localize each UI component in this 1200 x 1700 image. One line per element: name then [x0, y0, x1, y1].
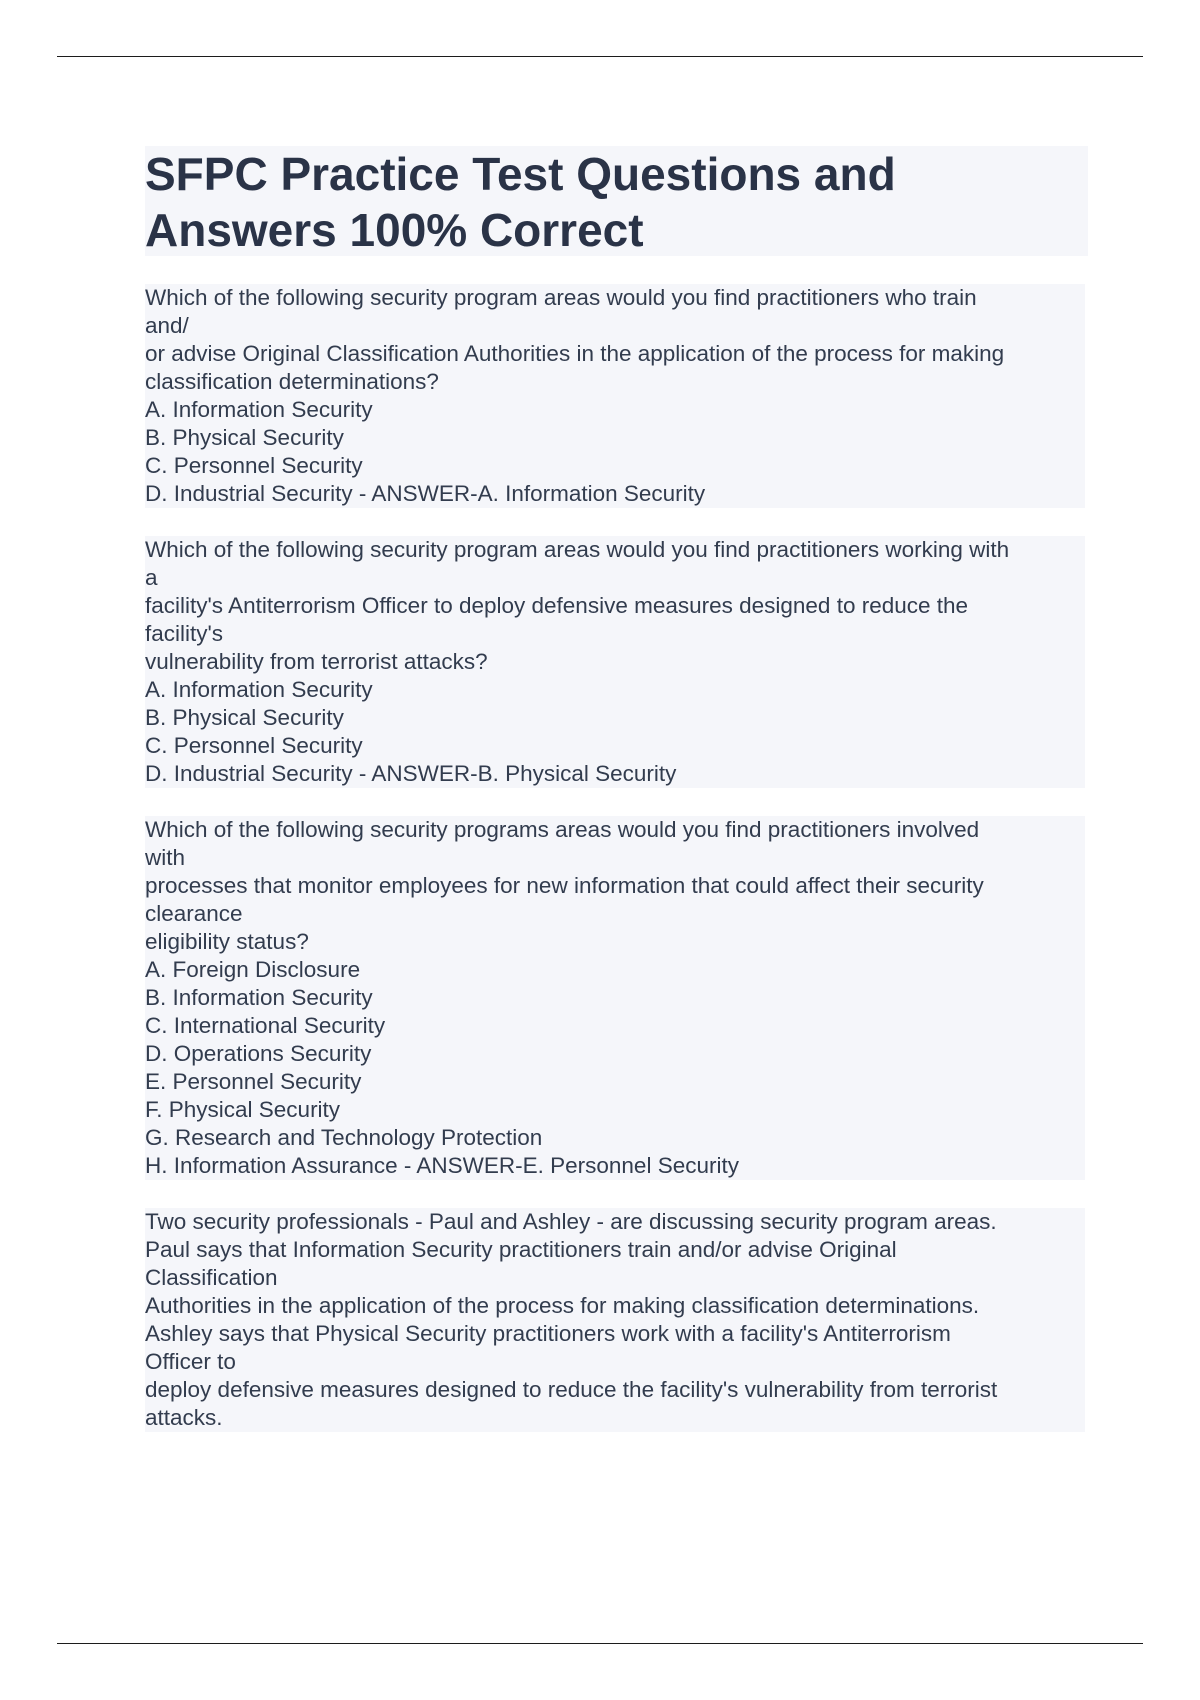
text-line: or advise Original Classification Authorities in the application of the process for making [145, 341, 1005, 366]
text-line: clearance [145, 901, 243, 926]
title-line: Answers 100% Correct [145, 204, 644, 256]
text-line: Authorities in the application of the process for making classification determinations. [145, 1293, 980, 1318]
answer-line: D. Industrial Security - ANSWER-B. Physical Security [145, 761, 677, 786]
option-line: B. Information Security [145, 985, 373, 1010]
text-line: Two security professionals - Paul and Ashley - are discussing security program areas. [145, 1209, 997, 1234]
text-line: vulnerability from terrorist attacks? [145, 649, 488, 674]
option-line: A. Foreign Disclosure [145, 957, 361, 982]
text-line: facility's Antiterrorism Officer to deploy defensive measures designed to reduce the [145, 593, 969, 618]
text-line: with [145, 845, 186, 870]
question-block-3 [145, 816, 1085, 1180]
option-line: A. Information Security [145, 677, 373, 702]
text-line: Classification [145, 1265, 278, 1290]
question-block-1 [145, 284, 1085, 508]
answer-line: H. Information Assurance - ANSWER-E. Personnel Security [145, 1153, 739, 1178]
header-rule [57, 56, 1143, 57]
text-line: eligibility status? [145, 929, 309, 954]
option-line: F. Physical Security [145, 1097, 341, 1122]
footer-rule [57, 1643, 1143, 1644]
option-line: C. International Security [145, 1013, 386, 1038]
option-line: D. Operations Security [145, 1041, 372, 1066]
text-line: Which of the following security program areas would you find practitioners working with [145, 537, 1010, 562]
option-line: C. Personnel Security [145, 453, 363, 478]
text-line: Officer to [145, 1349, 236, 1374]
text-line: and/ [145, 313, 189, 338]
text-line: Paul says that Information Security practitioners train and/or advise Original [145, 1237, 897, 1262]
option-line: C. Personnel Security [145, 733, 363, 758]
text-line: deploy defensive measures designed to reduce the facility's vulnerability from terrorist [145, 1377, 998, 1402]
text-line: Which of the following security programs areas would you find practitioners involved [145, 817, 980, 842]
option-line: A. Information Security [145, 397, 373, 422]
answer-line: D. Industrial Security - ANSWER-A. Information Security [145, 481, 706, 506]
option-line: B. Physical Security [145, 705, 344, 730]
option-line: G. Research and Technology Protection [145, 1125, 543, 1150]
document-title [145, 146, 1088, 256]
document-body [145, 284, 1085, 1460]
text-line: processes that monitor employees for new information that could affect their security [145, 873, 984, 898]
text-line: a [145, 565, 158, 590]
question-block-2 [145, 536, 1085, 788]
text-line: facility's [145, 621, 224, 646]
text-line: attacks. [145, 1405, 223, 1430]
text-line: Ashley says that Physical Security practitioners work with a facility's Antiterrorism [145, 1321, 951, 1346]
question-block-4 [145, 1208, 1085, 1432]
option-line: B. Physical Security [145, 425, 344, 450]
text-line: Which of the following security program areas would you find practitioners who train [145, 285, 977, 310]
option-line: E. Personnel Security [145, 1069, 362, 1094]
title-line: SFPC Practice Test Questions and [145, 148, 896, 200]
text-line: classification determinations? [145, 369, 439, 394]
